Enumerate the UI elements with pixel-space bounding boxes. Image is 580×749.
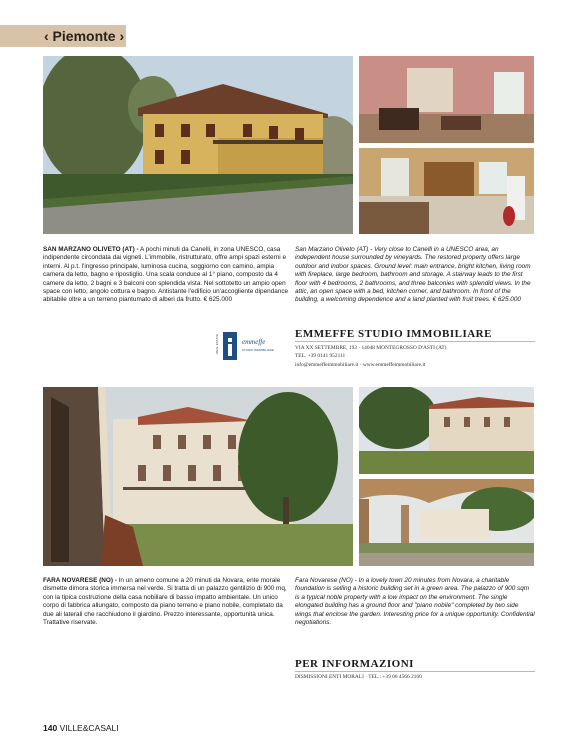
listing2-title: FARA NOVARESE (NO) - bbox=[43, 577, 117, 584]
agency-logo-text: emmeffe bbox=[242, 338, 266, 346]
palazzo-portico-illustration bbox=[359, 479, 534, 566]
listing2-description-it bbox=[43, 577, 291, 627]
villa-exterior-photo bbox=[43, 56, 353, 234]
page-number: 140 bbox=[43, 723, 58, 733]
page-footer bbox=[43, 723, 119, 733]
villa-exterior-illustration bbox=[43, 56, 353, 234]
listing1-title: SAN MARZANO OLIVETO (AT) - bbox=[43, 246, 139, 253]
section-tab bbox=[0, 25, 126, 47]
agency-divider bbox=[295, 341, 535, 342]
palazzo-courtyard-photo bbox=[43, 387, 353, 566]
listing2-description-en: Fara Novarese (NO) - In a lovely town 20 minutes from Novara, a charitable foundation is selling a historic building set in a green area. The palazzo of 900 sqm is a typical noble property with a low impact on the environment. The single elongated building has a ground floor and "piano nobile" completed by two side wings that enclose the garden. Interesting price for a unique opportunity. Confidential negotiations. bbox=[295, 577, 535, 627]
palazzo-wing-photo bbox=[359, 387, 534, 474]
info-contact: DISMISSIONI ENTI MORALI · TEL.: +39 06 4566 2160 bbox=[295, 674, 422, 680]
bedroom-photo bbox=[359, 148, 534, 234]
agency-logo-side: REAL ESTATE bbox=[215, 334, 219, 354]
info-divider bbox=[295, 671, 535, 672]
agency-phone: TEL. +39 0141 952111 bbox=[295, 353, 346, 359]
info-heading: PER INFORMAZIONI bbox=[295, 658, 414, 670]
living-room-illustration bbox=[359, 56, 534, 143]
agency-contacts[interactable]: info@emmeffeimmobiliare.it · www.emmeffeimmobiliare.it bbox=[295, 362, 426, 368]
palazzo-wing-illustration bbox=[359, 387, 534, 474]
living-room-photo bbox=[359, 56, 534, 143]
listing2-body-it: In un ameno comune a 20 minuti da Novara, ente morale dismette dimora storica immersa nel verde. Si tratta di un palazzo gentilizio di 900 mq, con la tipica costruzione della casa nobiliare di basso impatto ambientale. Un unico corpo di fabbrica allungato, composto da piano terreno e piano nobile, completato da due ali laterali che racchiudono il giardino. Prezzo interessante, opportunità unica. Trattative riservate. bbox=[43, 577, 287, 627]
agency-logo bbox=[215, 326, 281, 364]
palazzo-portico-photo bbox=[359, 479, 534, 566]
section-label: ‹ Piemonte › bbox=[44, 28, 125, 44]
bedroom-illustration bbox=[359, 148, 534, 234]
listing1-body-it: A pochi minuti da Canelli, in zona UNESCO, casa indipendente circondata dai vigneti. L'immobile, ristrutturato, offre ampi spazi esterni e interni. Al p.t. l'ingresso principale, luminosa cucina, soggiorno con camino, ampia camera da letto, bagno e ripostiglio. Una scala conduce al 1° piano, composto da 4 camere da letto, 2 bagni e 3 balconi con splendida vista. Nel sottotetto un ampio open space con letto, angolo cottura e bagno. Antistante l'edificio un'accogliente dipendance abitabile oltre a un terreno piantumato di alberi da frutto. € 625.000 bbox=[43, 246, 289, 304]
agency-address: VIA XX SETTEMBRE, 193 · 14048 MONTEGROSSO D'ASTI (AT) bbox=[295, 345, 447, 351]
agency-name: EMMEFFE STUDIO IMMOBILIARE bbox=[295, 328, 492, 340]
listing1-description-it bbox=[43, 246, 291, 305]
magazine-name: VILLE&CASALI bbox=[59, 723, 119, 733]
listing1-description-en: San Marzano Oliveto (AT) - Very close to Canelli in a UNESCO area, an independent house surrounded by vineyards. The restored property offers large outdoor and indoor spaces. Ground level: main entrance, bright kitchen, living room with fireplace, large bedroom, bathroom and storage. A stairway leads to the first floor with 4 bedrooms, 2 bathrooms, and three balconies with splendid views. In the attic, an open space with a bed, kitchen corner, and bathroom. In front of the building, a welcoming dependence and a land planted with fruit trees. € 625.000 bbox=[295, 246, 531, 304]
palazzo-courtyard-illustration bbox=[43, 387, 353, 566]
agency-logo-sub: STUDIO IMMOBILIARE bbox=[242, 348, 274, 352]
